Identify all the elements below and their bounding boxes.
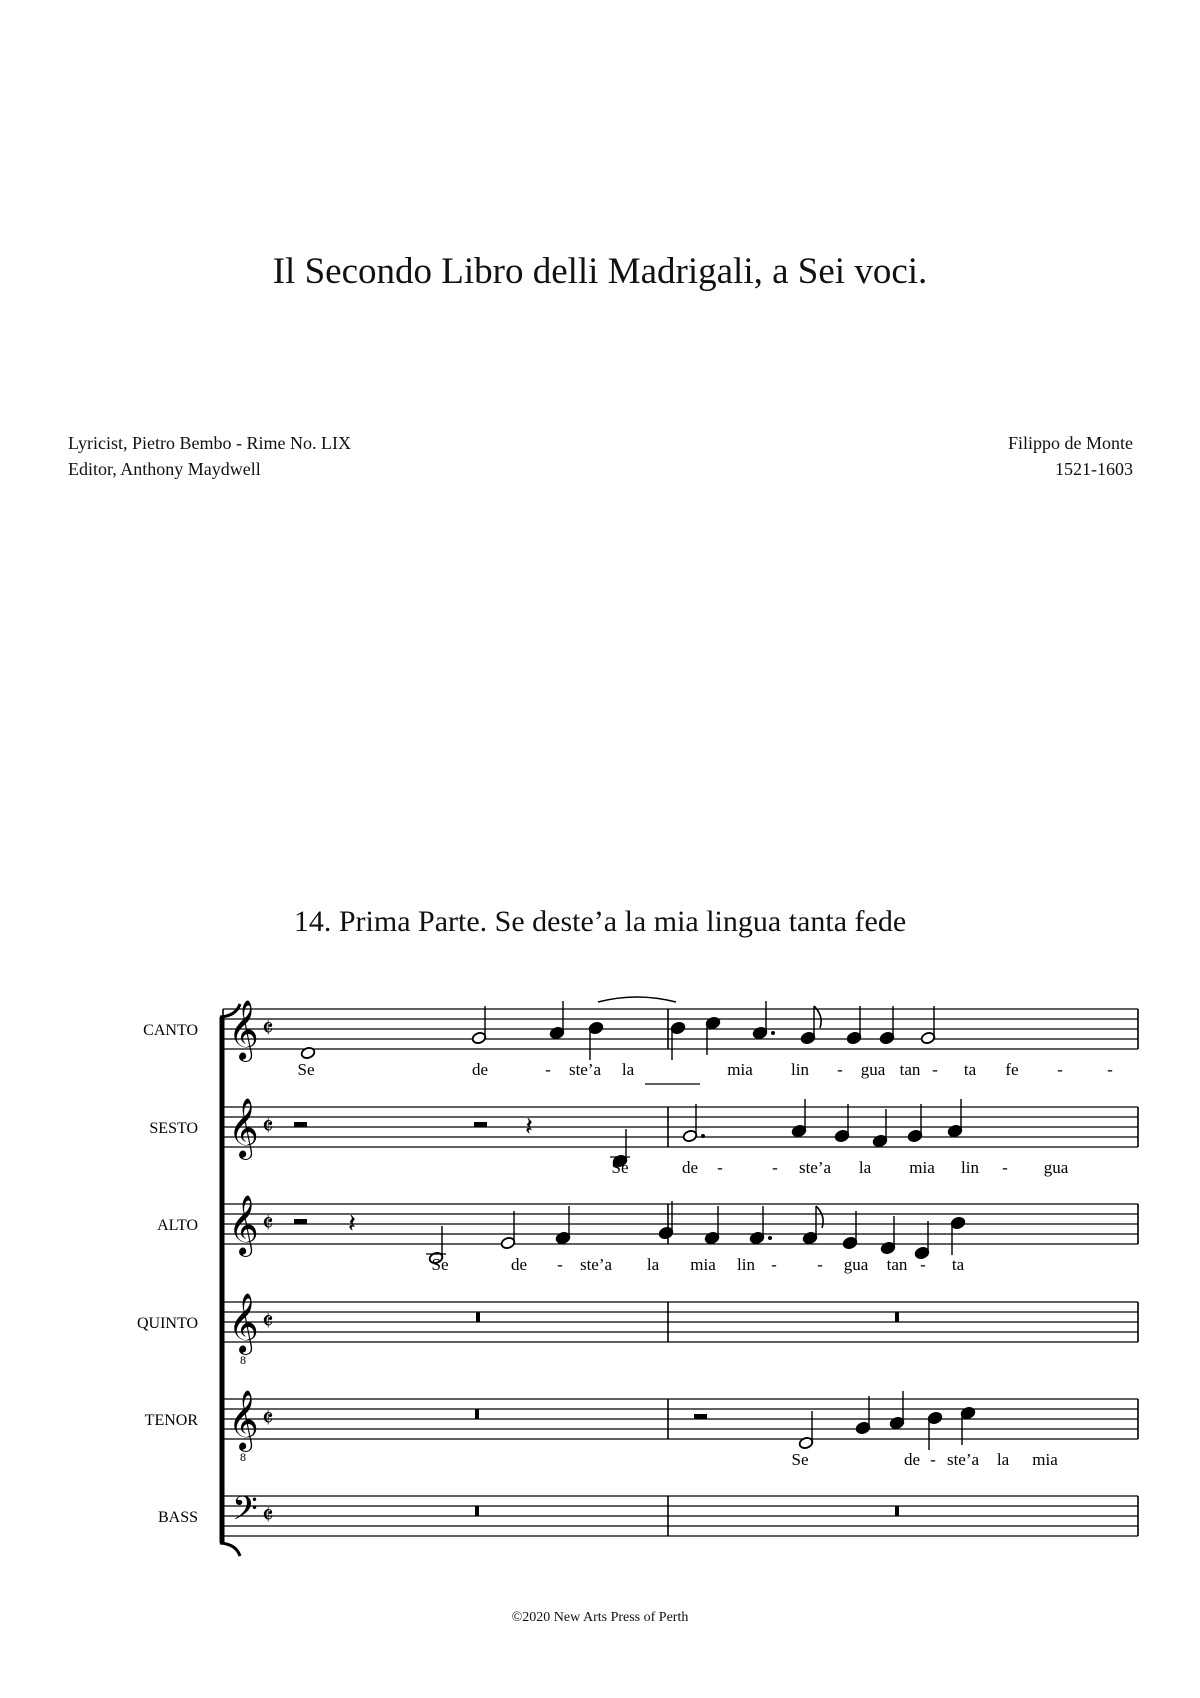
staff-label: SESTO xyxy=(149,1120,198,1137)
composer-dates: 1521-1603 xyxy=(1055,459,1133,479)
lyric-syllable: lin xyxy=(961,1158,979,1177)
augmentation-dot xyxy=(701,1134,705,1138)
staff-sesto xyxy=(149,1098,1138,1177)
lyric-syllable: tan xyxy=(899,1060,921,1079)
time-signature: 𝄵 xyxy=(262,1501,274,1530)
staff-label: BASS xyxy=(157,1509,198,1526)
staff-label: QUINTO xyxy=(136,1315,198,1332)
augmentation-dot xyxy=(771,1031,775,1035)
lyric-syllable: lin xyxy=(791,1060,809,1079)
lyric-syllable: - xyxy=(1002,1158,1008,1177)
note-head xyxy=(300,1046,315,1059)
lyric-syllable: de xyxy=(471,1060,489,1079)
augmentation-dot xyxy=(768,1236,772,1240)
lyric-syllable: - xyxy=(772,1158,778,1177)
lyric-syllable: - xyxy=(920,1255,926,1274)
whole-rest xyxy=(294,1122,307,1127)
staff-label: ALTO xyxy=(157,1217,198,1234)
lyricist-credit: Lyricist, Pietro Bembo - Rime No. LIX xyxy=(68,433,351,453)
measure-rest xyxy=(475,1506,479,1516)
lyric-syllable: fe xyxy=(1005,1060,1019,1079)
copyright-footer: ©2020 New Arts Press of Perth xyxy=(511,1610,689,1625)
treble-clef: 𝄞 xyxy=(228,1392,259,1449)
lyric-syllable: ta xyxy=(951,1255,965,1274)
lyric-syllable: mia xyxy=(909,1158,935,1177)
quarter-rest: 𝄽 xyxy=(348,1209,356,1238)
lyric-syllable: la xyxy=(858,1158,872,1177)
staff-canto xyxy=(143,1000,1138,1079)
piece-title: 14. Prima Parte. Se deste’a la mia lingua tanta fede xyxy=(293,905,907,938)
lyric-syllable: mia xyxy=(690,1255,716,1274)
time-signature: 𝄵 xyxy=(262,1307,274,1336)
lyric-syllable: la xyxy=(621,1060,635,1079)
score-system xyxy=(0,990,1200,1570)
lyric-syllable: - xyxy=(545,1060,551,1079)
staff-label: TENOR xyxy=(144,1412,198,1429)
lyric-syllable: de xyxy=(903,1450,921,1469)
lyric-syllable: la xyxy=(646,1255,660,1274)
whole-rest xyxy=(294,1219,307,1224)
lyric-syllable: tan xyxy=(886,1255,908,1274)
bracket-bottom-hook xyxy=(220,1543,240,1556)
half-rest xyxy=(474,1122,487,1127)
lyric-syllable: - xyxy=(557,1255,563,1274)
lyric-syllable: mia xyxy=(727,1060,753,1079)
lyric-syllable: Se xyxy=(791,1450,809,1469)
staff-alto xyxy=(157,1195,1138,1274)
lyric-syllable: - xyxy=(932,1060,938,1079)
measure-rest xyxy=(895,1506,899,1516)
treble-clef: 𝄞 xyxy=(228,1197,259,1254)
lyric-syllable: de xyxy=(681,1158,699,1177)
time-signature: 𝄵 xyxy=(262,1112,274,1141)
time-signature: 𝄵 xyxy=(262,1404,274,1433)
composer-name: Filippo de Monte xyxy=(1008,433,1133,453)
lyric-syllable: - xyxy=(837,1060,843,1079)
lyric-syllable: - xyxy=(930,1450,936,1469)
note-flag xyxy=(816,1206,823,1228)
treble-clef: 𝄞 xyxy=(228,1295,259,1352)
octave-marker: 8 xyxy=(240,1450,246,1464)
whole-rest xyxy=(694,1414,707,1419)
credits-left xyxy=(68,430,351,482)
lyric-syllable: ste’a xyxy=(579,1255,613,1274)
treble-clef: 𝄞 xyxy=(228,1002,259,1059)
lyric-syllable: la xyxy=(996,1450,1010,1469)
staff-tenor xyxy=(145,1390,1138,1469)
time-signature: 𝄵 xyxy=(262,1014,274,1043)
lyric-syllable: gua xyxy=(1043,1158,1069,1177)
measure-rest xyxy=(895,1312,899,1322)
lyric-syllable: - xyxy=(1107,1060,1113,1079)
lyric-syllable: mia xyxy=(1032,1450,1058,1469)
tie xyxy=(598,997,676,1002)
lyric-syllable: de xyxy=(510,1255,528,1274)
time-signature: 𝄵 xyxy=(262,1209,274,1238)
lyric-syllable: ta xyxy=(963,1060,977,1079)
lyric-syllable: - xyxy=(817,1255,823,1274)
lyric-syllable: Se xyxy=(297,1060,315,1079)
collection-title: Il Secondo Libro delli Madrigali, a Sei voci. xyxy=(272,251,928,292)
bass-clef: 𝄢 xyxy=(232,1490,258,1535)
credits-right xyxy=(1008,430,1133,482)
quarter-rest: 𝄽 xyxy=(525,1112,533,1141)
measure-rest xyxy=(476,1312,480,1322)
staff-label: CANTO xyxy=(143,1022,198,1039)
lyric-syllable: lin xyxy=(737,1255,755,1274)
lyric-syllable: - xyxy=(1057,1060,1063,1079)
staff-quinto xyxy=(137,1293,1138,1367)
lyric-syllable: gua xyxy=(843,1255,869,1274)
lyric-syllable: - xyxy=(771,1255,777,1274)
octave-marker: 8 xyxy=(240,1353,246,1367)
editor-credit: Editor, Anthony Maydwell xyxy=(68,459,261,479)
lyric-syllable: gua xyxy=(860,1060,886,1079)
treble-clef: 𝄞 xyxy=(228,1100,259,1157)
lyric-syllable: - xyxy=(717,1158,723,1177)
staff-bass xyxy=(158,1490,1138,1536)
lyric-syllable: Se xyxy=(431,1255,449,1274)
lyric-syllable: ste’a xyxy=(946,1450,980,1469)
staves xyxy=(137,997,1138,1536)
lyric-syllable: ste’a xyxy=(798,1158,832,1177)
lyric-syllable: Se xyxy=(611,1158,629,1177)
measure-rest xyxy=(475,1409,479,1419)
lyric-syllable: ste’a xyxy=(568,1060,602,1079)
